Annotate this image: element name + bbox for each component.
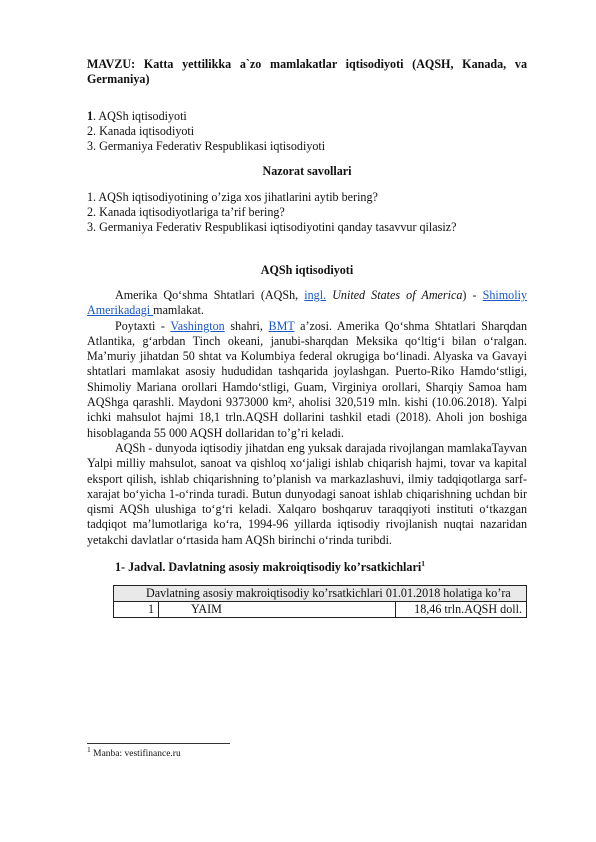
plan-item: 3. Germaniya Federativ Respublikasi iqtisodiyoti: [87, 139, 326, 154]
plan-list: [87, 109, 527, 155]
paragraph-intro: Amerika Qo‘shma Shtatlari (AQSh, ingl. United States of America) - Shimoliy Amerikadagi mamlakat.: [87, 287, 527, 318]
indicators-table: [113, 585, 527, 618]
table-cell-num: 1: [114, 602, 159, 618]
link-ingl[interactable]: ingl.: [304, 287, 327, 302]
table-cell-name: YAIM: [159, 602, 396, 618]
link-bmt[interactable]: BMT: [268, 318, 295, 333]
question-item: 2. Kanada iqtisodiyotlariga ta’rif bering?: [87, 205, 285, 220]
paragraph-economy: AQSh - dunyoda iqtisodiy jihatdan eng yuksak darajada rivojlangan mamlakaTayvan Yalpi milliy mahsulot, sanoat va qishloq xo‘jaligi ishlab chiqarish hajmi, tovar va kapital eksport qilish, ishlab chiqarishning to’planish va markazlashuvi, ilmiy tadqiqotlarga sarf-xarajat bo‘yicha 1-o‘rinda turadi. Butun dunyodagi sanoat ishlab chiqarishning uchdan bir qismi AQSh ulushiga to‘g‘ri keladi. Xalqaro boshqaruv taraqqiyoti instituti o‘tkazgan tadqiqot ma’lumotlariga ko‘ra, 1994-96 yillarda iqtisodiy rivojlanish nuqtai nazaridan yetakchi davlatlar o‘rtasida ham AQSh birinchi o‘rinda turibdi.: [87, 440, 527, 547]
table-cell-value: 18,46 trln.AQSH doll.: [396, 602, 527, 618]
plan-item: 2. Kanada iqtisodiyoti: [87, 123, 195, 138]
table-caption: 1- Jadval. Davlatning asosiy makroiqtisodiy ko’rsatkichlari$^1$: [115, 558, 425, 575]
plan-item: 1. AQSh iqtisodiyoti: [87, 108, 187, 123]
table-row: [114, 602, 527, 618]
questions-heading: Nazorat savollari: [262, 164, 352, 179]
question-item: 3. Germaniya Federativ Respublikasi iqtisodiyotini qanday tasavvur qilasiz?: [87, 220, 457, 235]
footnote: $^1$ Manba: vestifinance.ru: [87, 744, 181, 759]
questions-list: [87, 190, 527, 236]
table-header-cell: Davlatning asosiy makroiqtisodiy ko’rsatkichlari 01.01.2018 holatiga ko’ra: [114, 586, 527, 602]
link-washington[interactable]: Vashington: [170, 318, 225, 333]
paragraph-geography: Poytaxti - Vashington shahri, BMT a’zosi. Amerika Qo‘shma Shtatlari Sharqdan Atlantika, g‘arbdan Tinch okeani, janubi-sharqdan Meksika qo‘ltig‘i bilan o‘ralgan. Ma’muriy jihatdan 50 shtat va Kolumbiya federal okrugiga bo‘linadi. Alyaska va Gavayi shtatlari mamlakat asosiy hududidan tashqarida joylashgan. Puerto-Riko Hamdo‘stligi, Shimoliy Mariana orollari Hamdo‘stligi, Guam, Virginiya orollari, Sharqiy Samoa ham AQShga qarashli. Maydoni 9373000 km², aholisi 320,519 mln. kishi (10.06.2018). Yalpi ichki mahsulot hajmi 18,1 trln.AQSH dollarini tashkil etadi (2018). Aholi jon boshiga hisoblaganda 55 000 AQSH dollaridan to’g’ri keladi.: [87, 318, 527, 440]
footnote-divider: [87, 743, 230, 744]
link-north-america[interactable]: Shimoliy Amerikadagi: [87, 287, 527, 318]
table-header-row: [114, 586, 527, 602]
document-title: MAVZU: Katta yettilikka a`zo mamlakatlar iqtisodiyoti (AQSH, Kanada, va Germaniya): [87, 57, 527, 87]
document-body: [87, 57, 527, 618]
question-item: 1. AQSh iqtisodiyotining o’ziga xos jihatlarini aytib bering?: [87, 189, 378, 204]
footnote-ref: 1: [421, 558, 425, 568]
section-heading: AQSh iqtisodiyoti: [260, 262, 354, 277]
